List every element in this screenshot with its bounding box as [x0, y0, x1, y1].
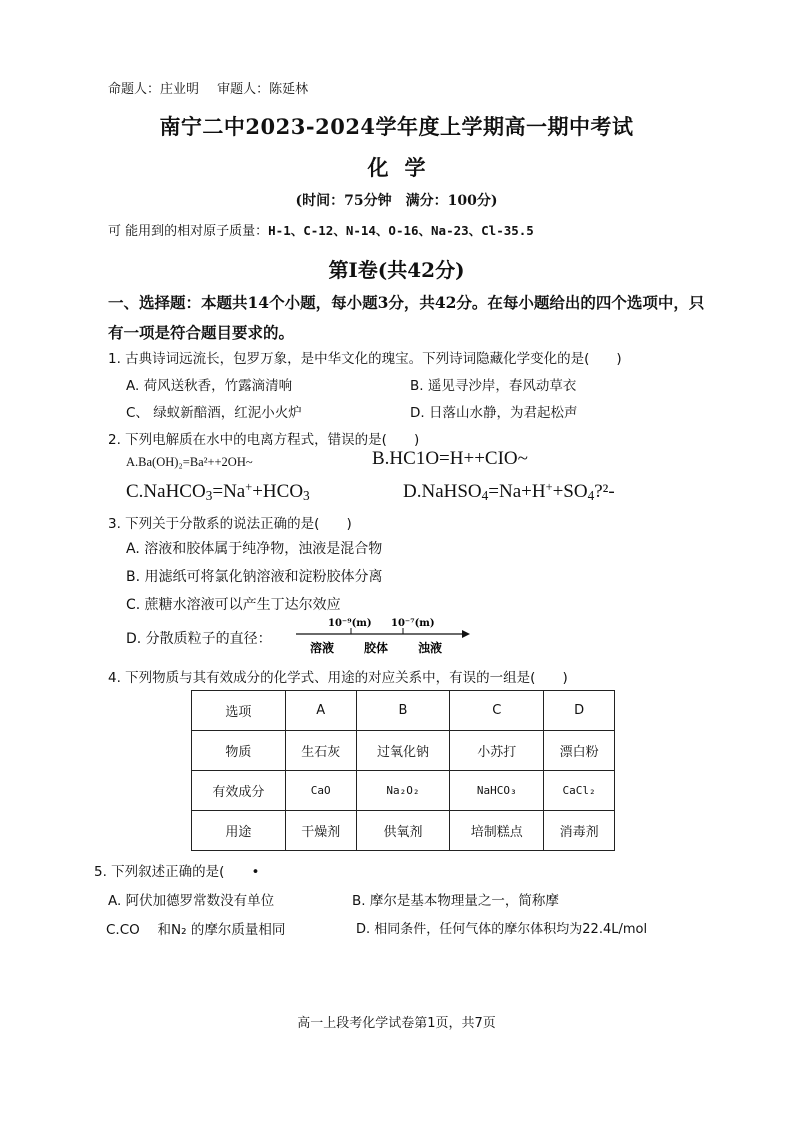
diagram-label-colloid: 胶体 [364, 641, 389, 655]
q4-table [191, 690, 615, 851]
table-cell: 选项 [192, 691, 286, 731]
q5-stem: 5. 下列叙述正确的是( • [94, 864, 260, 880]
subject-title: 化学 [367, 155, 442, 180]
q5-option-a: A. 阿伏加德罗常数没有单位 [108, 893, 275, 909]
q1-stem: 1. 古典诗词远流长，包罗万象，是中华文化的瑰宝。下列诗词隐藏化学变化的是( ) [108, 351, 622, 367]
exam-title: 南宁二中2023-2024学年度上学期高一期中考试 [159, 114, 634, 139]
reviewer: 审题人：陈延林 [217, 82, 309, 97]
table-cell: 干燥剂 [285, 811, 356, 851]
table-cell: 小苏打 [450, 731, 544, 771]
page-footer: 高一上段考化学试卷第1页，共7页 [297, 1016, 496, 1031]
table-cell: B [356, 691, 450, 731]
section1-title: 一、选择题：本题共14个小题，每小题3分，共42分。在每小题给出的四个选项中，只有一项是符合题目要求的。 [108, 293, 705, 342]
q3-option-b: B. 用滤纸可将氯化钠溶液和淀粉胶体分离 [126, 569, 383, 585]
table-cell: 生石灰 [285, 731, 356, 771]
table-cell: 物质 [192, 731, 286, 771]
q5-option-c: C.CO 和N₂ 的摩尔质量相同 [106, 922, 286, 938]
table-row [192, 691, 615, 731]
author-line [108, 78, 308, 97]
q2-stem: 2. 下列电解质在水中的电离方程式，错误的是( ) [108, 432, 420, 448]
table-cell: A [285, 691, 356, 731]
diagram-label-suspension: 浊液 [418, 641, 443, 655]
table-cell: D [544, 691, 615, 731]
table-cell: 培制糕点 [450, 811, 544, 851]
table-cell: NaHCO₃ [450, 771, 544, 811]
q4-stem: 4. 下列物质与其有效成分的化学式、用途的对应关系中，有误的一组是( ) [108, 670, 568, 686]
table-row [192, 771, 615, 811]
q2-option-d: $D.NaHSO_4=Na+H^++SO_4?^2-$ [403, 480, 615, 503]
diagram-tick-label-1: 10⁻⁹(m) [328, 618, 372, 629]
q3-option-a: A. 溶液和胶体属于纯净物，浊液是混合物 [126, 541, 383, 557]
table-cell: 供氧剂 [356, 811, 450, 851]
part1-title: 第I卷(共42分) [328, 258, 465, 282]
q1-option-a: A. 荷风送秋香，竹露滴清响 [126, 378, 293, 394]
q3-option-d: D. 分散质粒子的直径： [126, 631, 272, 647]
q3-stem: 3. 下列关于分散系的说法正确的是( ) [108, 516, 352, 532]
atomic-mass-label: 可 能用到的相对原子质量： [108, 224, 269, 239]
table-cell: CaO [285, 771, 356, 811]
q1-option-d: D. 日落山水静，为君起松声 [410, 405, 578, 421]
diagram-tick-label-2: 10⁻⁷(m) [391, 618, 435, 629]
table-cell: C [450, 691, 544, 731]
q2-option-b: B.HC1O=H++CIO~ [372, 448, 528, 469]
table-cell: 过氧化钠 [356, 731, 450, 771]
table-row [192, 731, 615, 771]
table-cell: Na₂O₂ [356, 771, 450, 811]
q3-option-c: C. 蔗糖水溶液可以产生丁达尔效应 [126, 597, 341, 613]
time-info: (时间：75分钟 满分：100分) [295, 193, 498, 209]
q1-option-c: C、 绿蚁新醅酒，红泥小火炉 [126, 405, 302, 421]
table-row [192, 811, 615, 851]
atomic-mass-values: H-1、C-12、N-14、O-16、Na-23、Cl-35.5 [268, 223, 534, 238]
table-cell: 用途 [192, 811, 286, 851]
q2-option-a: A.Ba(OH)₂=Ba²++2OH~ [126, 455, 253, 469]
q2-option-c: $C.NaHCO_3=Na^++HCO_3$ [126, 480, 310, 503]
table-cell: 消毒剂 [544, 811, 615, 851]
table-cell: 漂白粉 [544, 731, 615, 771]
q5-option-d: D. 相同条件，任何气体的摩尔体积均为22.4L/mol [356, 922, 648, 937]
table-cell: CaCl₂ [544, 771, 615, 811]
particle-size-diagram [296, 614, 471, 658]
diagram-arrow-icon [462, 630, 470, 638]
q1-option-b: B. 遥见寻沙岸，春风动草衣 [410, 378, 577, 394]
author: 命题人：庄业明 [108, 82, 200, 97]
q5-option-b: B. 摩尔是基本物理量之一，简称摩 [352, 893, 559, 909]
diagram-label-solution: 溶液 [310, 641, 335, 655]
atomic-mass-line [108, 220, 534, 239]
table-cell: 有效成分 [192, 771, 286, 811]
